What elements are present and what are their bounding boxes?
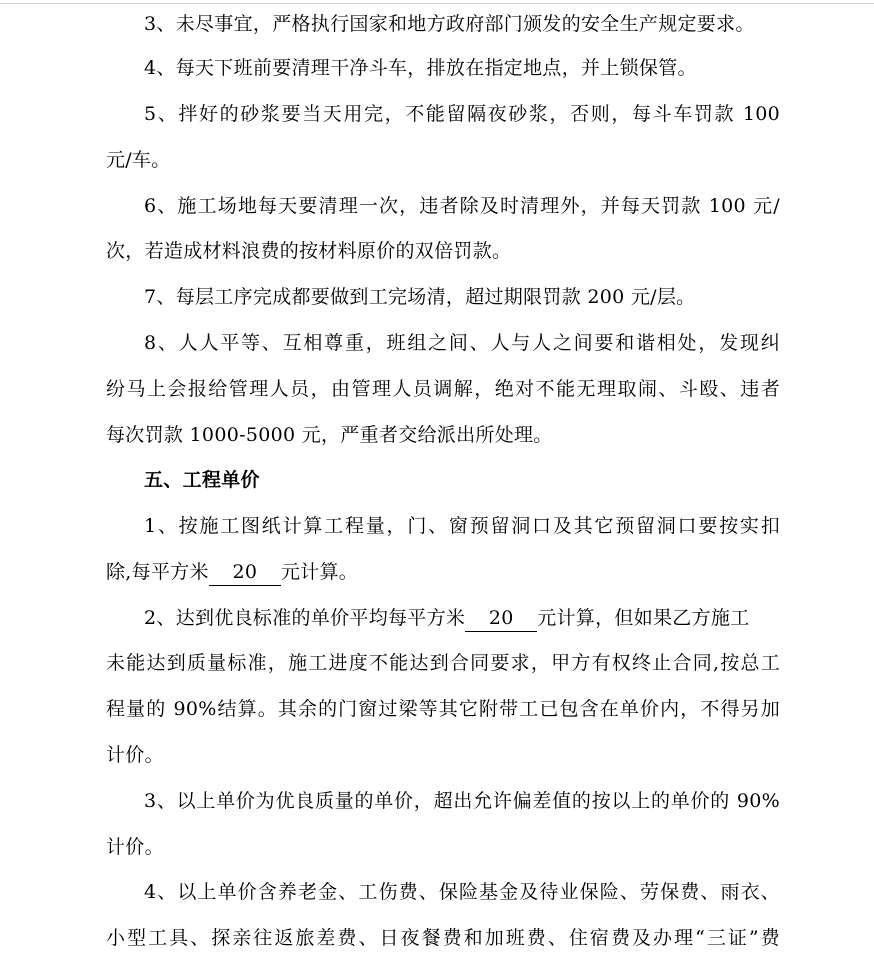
- price-3-line-1: 3、以上单价为优良质量的单价，超出允许偏差值的按以上的单价的 90%: [144, 790, 780, 812]
- price-1-line-2: [106, 557, 358, 587]
- clause-6-site-cleaning-line-2: 次，若造成材料浪费的按材料原价的双倍罚款。: [106, 240, 512, 262]
- price-2-suffix: 元计算，但如果乙方施工: [537, 607, 750, 629]
- price-4-line-1: 4、以上单价含养老金、工伤费、保险基金及待业保险、劳保费、雨衣、: [144, 881, 780, 903]
- price-3-line-2: 计价。: [106, 836, 164, 858]
- price-2-line-3: 程量的 90%结算。其余的门窗过梁等其它附带工已包含在单价内，不得另加: [106, 698, 780, 720]
- price-2-line-2: 未能达到质量标准，施工进度不能达到合同要求，甲方有权终止合同,按总工: [106, 652, 780, 674]
- unit-price-2-blank: 20: [465, 605, 537, 632]
- price-2-line-4: 计价。: [106, 744, 164, 766]
- clause-3-safety: 3、未尽事宜，严格执行国家和地方政府部门颁发的安全生产规定要求。: [144, 13, 755, 35]
- section-5-heading: 五、工程单价: [144, 469, 260, 491]
- price-1-prefix: 除,每平方米: [106, 561, 209, 583]
- clause-4-carts: 4、每天下班前要清理干净斗车，排放在指定地点，并上锁保管。: [144, 57, 697, 79]
- clause-5-mortar-line-2: 元/车。: [106, 149, 171, 171]
- price-4-line-2: 小型工具、探亲往返旅差费、日夜餐费和加班费、住宿费及办理“三证”费: [106, 927, 780, 949]
- clause-7-floor-cleanup: 7、每层工序完成都要做到工完场清，超过期限罚款 200 元/层。: [144, 286, 696, 308]
- price-1-suffix: 元计算。: [280, 561, 359, 583]
- unit-price-1-blank: 20: [209, 559, 281, 586]
- clause-8-conduct-line-3: 每次罚款 1000-5000 元，严重者交给派出所处理。: [106, 424, 553, 446]
- clause-8-conduct-line-2: 纷马上会报给管理人员，由管理人员调解，绝对不能无理取闹、斗殴、违者: [106, 378, 780, 400]
- clause-8-conduct-line-1: 8、人人平等、互相尊重，班组之间、人与人之间要和谐相处，发现纠: [144, 332, 780, 354]
- price-2-prefix: 2、达到优良标准的单价平均每平方米: [144, 607, 466, 629]
- clause-5-mortar-line-1: 5、拌好的砂浆要当天用完，不能留隔夜砂浆，否则，每斗车罚款 100: [144, 103, 780, 125]
- price-2-line-1: [144, 603, 750, 633]
- price-1-line-1: 1、按施工图纸计算工程量，门、窗预留洞口及其它预留洞口要按实扣: [144, 515, 780, 537]
- page-top-border: [0, 3, 874, 4]
- clause-6-site-cleaning-line-1: 6、施工场地每天要清理一次，违者除及时清理外，并每天罚款 100 元/: [144, 195, 780, 217]
